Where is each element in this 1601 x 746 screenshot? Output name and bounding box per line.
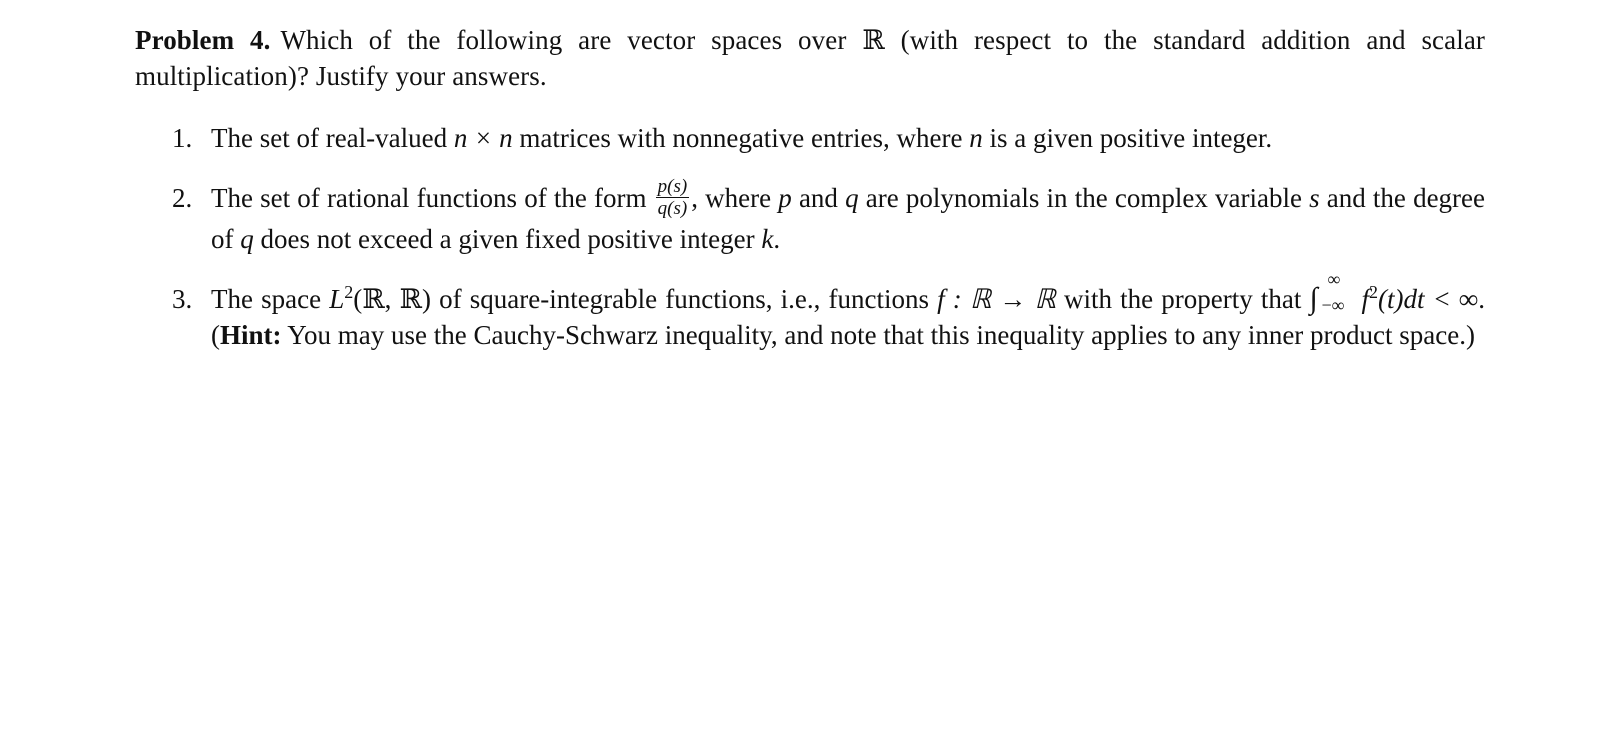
item-text: with the property that	[1055, 284, 1310, 315]
math-expression: (t)dt < ∞	[1378, 284, 1479, 315]
problem-question: Which of the following are vector spaces over ℝ (with respect to the standard addition and scalar multiplication)? Justify your answers.	[135, 25, 1485, 91]
superscript: 2	[344, 282, 354, 303]
item-text: are polynomials in the complex variable	[858, 183, 1310, 213]
problem-statement	[135, 22, 1485, 94]
fraction	[656, 177, 690, 218]
item-number: 3.	[172, 284, 193, 315]
math-expression: n × n	[453, 123, 513, 153]
item-text: , where	[691, 183, 779, 213]
math-variable: L	[329, 284, 345, 315]
item-text: . (	[211, 284, 1486, 351]
math-variable: p	[778, 183, 792, 213]
hint-text: You may use the Cauchy-Schwarz inequality, and note that this inequality applies to any inner product space.)	[281, 320, 1475, 351]
item-text: of square-integrable functions, i.e., functions	[430, 284, 938, 315]
problem-item-list	[135, 120, 1485, 353]
integral-sign: ∫	[1309, 282, 1318, 316]
problem-item-1	[135, 120, 1485, 156]
math-variable: n	[969, 123, 983, 153]
problem-heading: Problem 4.	[135, 25, 271, 55]
superscript: 2	[1369, 282, 1379, 303]
item-text: .	[773, 224, 781, 255]
item-number: 2.	[172, 183, 193, 213]
problem-item-3	[135, 269, 1486, 353]
problem-page	[135, 22, 1485, 377]
math-variable: f	[1361, 284, 1370, 315]
item-text: and	[791, 183, 846, 213]
integral-lower-limit: −∞	[1321, 295, 1345, 316]
integral-upper-limit: ∞	[1327, 269, 1341, 290]
fraction-denominator: q(s)	[657, 198, 688, 220]
math-variable: k	[761, 224, 774, 255]
item-text: The set of rational functions of the form	[211, 183, 654, 213]
item-text: matrices with nonnegative entries, where	[512, 123, 970, 153]
integral	[1309, 269, 1362, 316]
math-expression: f : ℝ → ℝ	[937, 284, 1056, 315]
item-number: 1.	[172, 123, 193, 153]
item-text: The set of real-valued	[211, 123, 454, 153]
math-variable: s	[1309, 183, 1320, 213]
item-text: The space	[211, 284, 330, 315]
item-text: is a given positive integer.	[982, 123, 1273, 153]
hint-label: Hint:	[220, 320, 282, 351]
item-text: and the degree of	[211, 183, 1486, 255]
problem-item-2	[135, 176, 1486, 257]
item-text: does not exceed a given fixed positive integer	[253, 224, 762, 255]
math-expression: (ℝ, ℝ)	[353, 284, 431, 315]
math-variable: q	[240, 224, 254, 255]
math-variable: q	[845, 183, 859, 213]
fraction-numerator: p(s)	[657, 176, 688, 198]
